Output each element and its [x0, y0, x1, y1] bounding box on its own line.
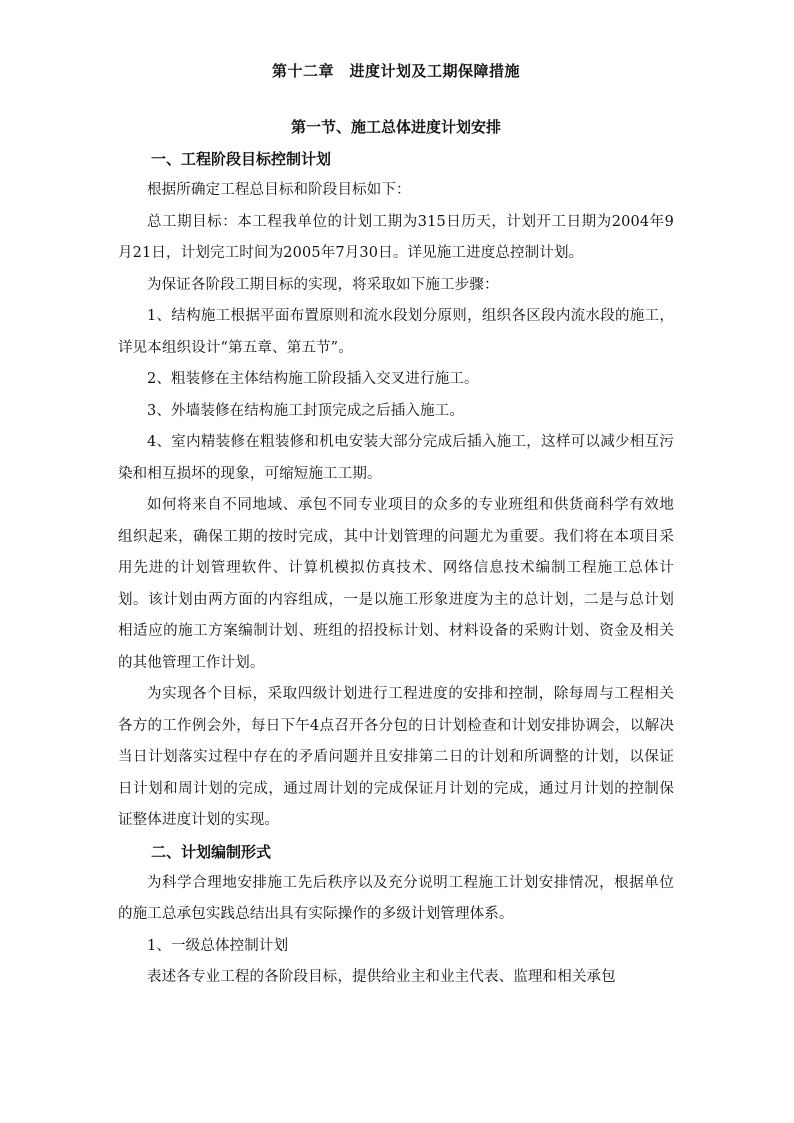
page-content — [118, 60, 674, 994]
paragraph-multi-level-system: 为科学合理地安排施工先后秩序以及充分说明工程施工计划安排情况，根据单位的施工总承包实践总结出具有实际操作的多级计划管理体系。 — [118, 874, 674, 922]
list-item-level-one-plan: 1、一级总体控制计划 — [147, 937, 289, 954]
paragraph-targets-intro: 根据所确定工程总目标和阶段目标如下： — [147, 182, 411, 198]
heading-plan-format: 二、计划编制形式 — [151, 842, 272, 861]
section-title: 第一节、施工总体进度计划安排 — [290, 118, 501, 136]
step-item-2: 2、粗装修在主体结构施工阶段插入交叉进行施工。 — [147, 371, 479, 387]
heading-stage-target-control: 一、工程阶段目标控制计划 — [151, 150, 332, 168]
paragraph-total-duration: 总工期目标：本工程我单位的计划工期为315日历天，计划开工日期为2004年9月21日，计划完工时间为2005年7月30日。详见施工进度总控制计划。 — [118, 213, 674, 261]
paragraph-plan-management: 如何将来自不同地域、承包不同专业项目的众多的专业班组和供货商科学有效地组织起来，确保工期的按时完成，其中计划管理的问题尤为重要。我们将在本项目采用先进的计划管理软件、计算机模拟仿真技术、网络信息技术编制工程施工总体计划。该计划由两方面的内容组成，一是以施工形象进度为主的总计划，二是与总计划相适应的施工方案编制计划、班组的招投标计划、材料设备的采购计划、资金及相关的其他管理工作计划。 — [118, 497, 674, 671]
paragraph-steps-intro: 为保证各阶段工期目标的实现，将采取如下施工步骤： — [147, 276, 499, 293]
chapter-title: 第十二章 进度计划及工期保障措施 — [271, 62, 520, 80]
paragraph-level-one-description: 表述各专业工程的各阶段目标，提供给业主和业主代表、监理和相关承包 — [147, 969, 616, 985]
step-item-1: 1、结构施工根据平面布置原则和流水段划分原则，组织各区段内流水段的施工，详见本组织设计“第五章、第五节”。 — [118, 308, 674, 356]
step-item-4: 4、室内精装修在粗装修和机电安装大部分完成后插入施工，这样可以减少相互污染和相互损坏的现象，可缩短施工工期。 — [118, 434, 674, 482]
step-item-3: 3、外墙装修在结构施工封顶完成之后插入施工。 — [147, 402, 465, 419]
paragraph-four-level-plan: 为实现各个目标，采取四级计划进行工程进度的安排和控制，除每周与工程相关各方的工作例会外，每日下午4点召开各分包的日计划检查和计划安排协调会，以解决当日计划落实过程中存在的矛盾问题并且安排第二日的计划和所调整的计划，以保证日计划和周计划的完成，通过周计划的完成保证月计划的完成，通过月计划的控制保证整体进度计划的实现。 — [118, 686, 674, 828]
